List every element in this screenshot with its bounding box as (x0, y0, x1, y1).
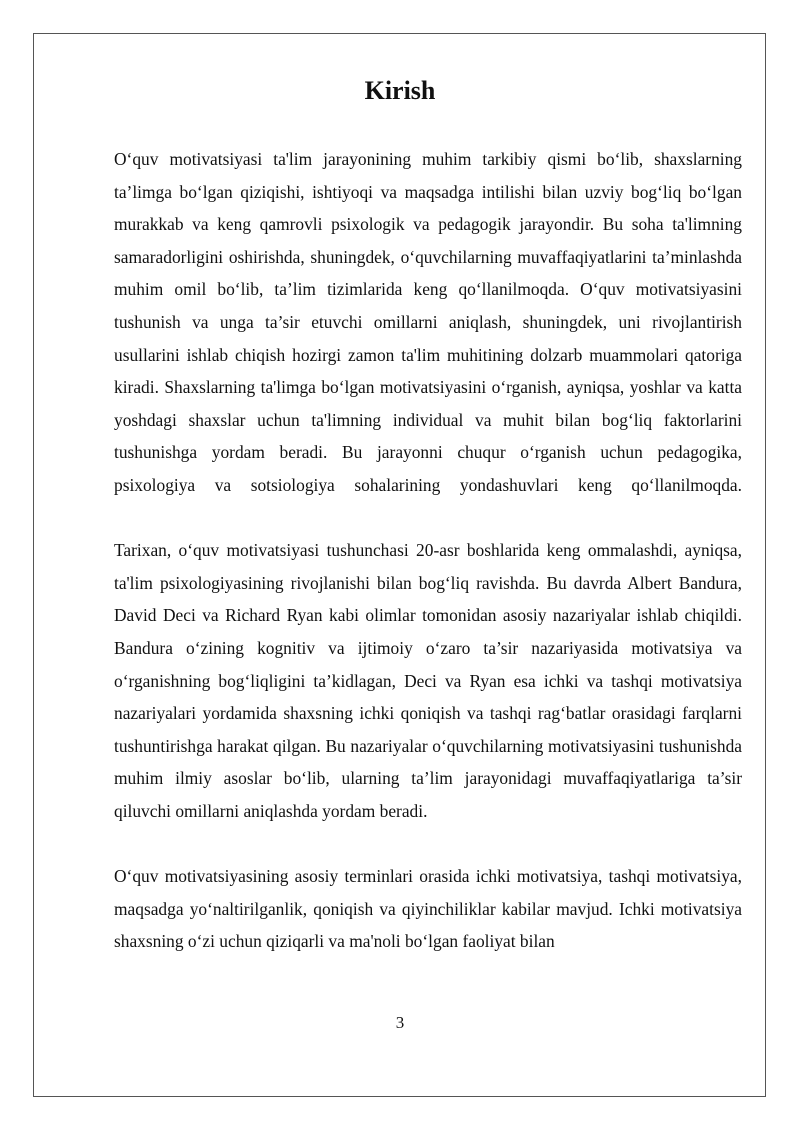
page-title: Kirish (364, 76, 436, 105)
paragraph-history: Tarixan, o‘quv motivatsiyasi tushunchasi 20-asr boshlarida keng ommalashdi, ayniqsa, ta'lim psixologiyasining rivojlanishi bilan bog‘liq ravishda. Bu davrda Albert Bandura, David Deci va Richard Ryan kabi olimlar tomonidan asosiy nazariyalar ishlab chiqildi. Bandura o‘zining kognitiv va ijtimoiy o‘zaro ta’sir nazariyasida motivatsiya va o‘rganishning bog‘liqligini ta’kidlagan, Deci va Ryan esa ichki va tashqi motivatsiya nazariyalari yordamida shaxsning ichki qoniqish va tashqi rag‘batlar orasidagi farqlarni tushuntirishga harakat qilgan. Bu nazariyalar o‘quvchilarning motivatsiyasini tushunishda muhim ilmiy asoslar bo‘lib, ularning ta’lim jarayonidagi muvaffaqiyatlariga ta’sir qiluvchi omillarni aniqlashda yordam beradi. (114, 540, 742, 821)
paragraph-intro: O‘quv motivatsiyasi ta'lim jarayonining muhim tarkibiy qismi bo‘lib, shaxslarning ta’limga bo‘lgan qiziqishi, ishtiyoqi va maqsadga intilishi bilan uzviy bog‘liq bo‘lgan murakkab va keng qamrovli psixologik va pedagogik jarayondir. Bu soha ta'limning samaradorligini oshirishda, shuningdek, o‘quvchilarning muvaffaqiyatlarini ta’minlashda muhim omil bo‘lib, ta’lim tizimlarida keng qo‘llanilmoqda. O‘quv motivatsiyasini tushunish va unga ta’sir etuvchi omillarni aniqlash, shuningdek, uni rivojlantirish usullarini ishlab chiqish hozirgi zamon ta'lim muhitining dolzarb muammolari qatoriga kiradi. Shaxslarning ta'limga bo‘lgan motivatsiyasini o‘rganish, ayniqsa, yoshlar va katta yoshdagi shaxslar uchun ta'limning individual va muhit bilan bog‘liq faktorlarini tushunishga yordam beradi. Bu jarayonni chuqur o‘rganish uchun pedagogika, psixologiya va sotsiologiya sohalarining yondashuvlari keng qo‘llanilmoqda. (114, 149, 742, 495)
body-text (114, 143, 742, 958)
page-number: 3 (395, 1013, 405, 1032)
paragraph-terms: O‘quv motivatsiyasining asosiy terminlari orasida ichki motivatsiya, tashqi motivatsiya, maqsadga yo‘naltirilganlik, qoniqish va qiyinchiliklar kabilar mavjud. Ichki motivatsiya shaxsning o‘zi uchun qiziqarli va ma'noli bo‘lgan faoliyat bilan (114, 866, 742, 952)
